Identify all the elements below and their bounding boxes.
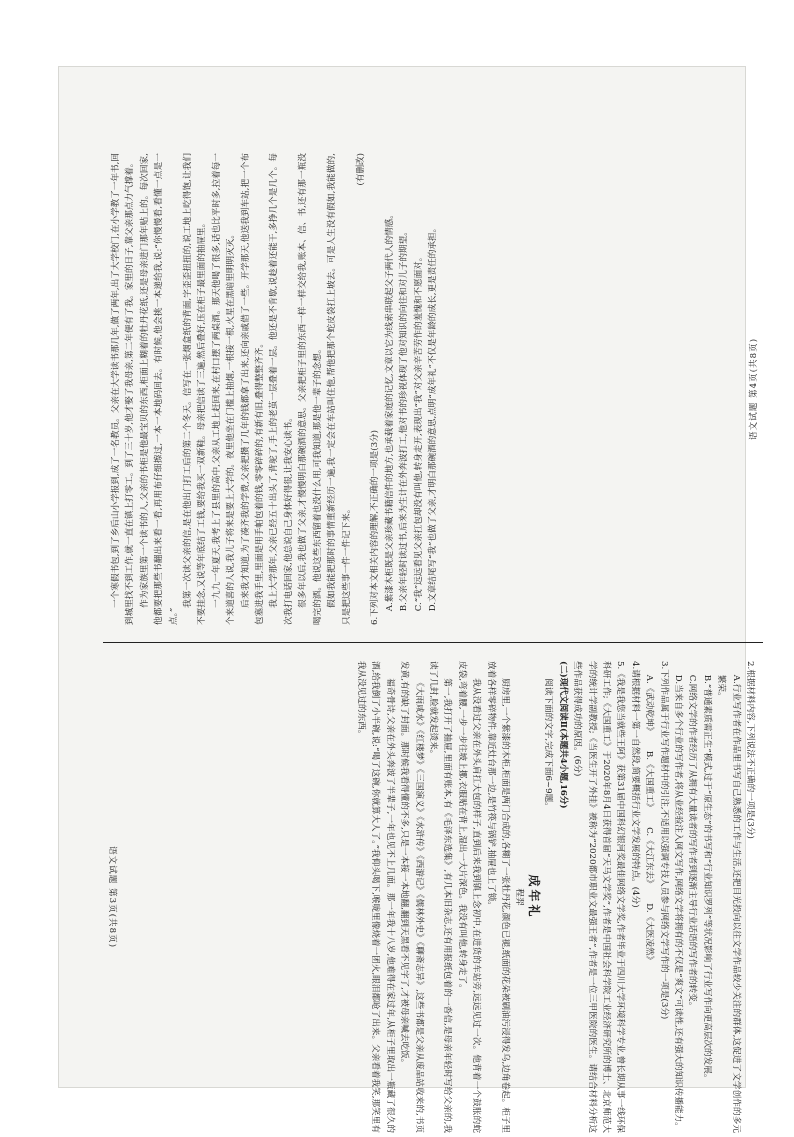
page-4-panel <box>103 149 763 629</box>
question-6-option-c: C.“我”远远看见父亲扛包却没有叫他,转身走开,表现出“我”对父亲辛苦劳作的羞愧和不愿面对。 <box>413 252 424 612</box>
story-title: 成年礼 <box>526 874 541 920</box>
exam-sheet <box>58 66 759 1133</box>
story-paragraph: 第一,我打开了抽屉,里面有账本,有《毛泽东选集》,有几本旧杂志,还有用报纸包着的一沓信,是母亲年轻时写给父亲的,我读了几封,脸就发起烫来。 <box>428 661 453 1133</box>
question-6-option-b: B.父亲年轻时读过书,后来为生计在外奔波打工,他对书的珍视体现了他对知识的向往和对儿子的期望。 <box>399 227 410 612</box>
story-paragraph: 作为家族里第一个读书的人,父亲的书柜是他最宝贝的东西,柜面上糊着的牡丹花纸,还是母亲进门那年贴上的。每次回家,他都要把那些书翻出来看一看,再用布仔细擦过,一本一本地码回去。有时候,他会挑一本递给我,说:“你慢慢看,看懂一点是一点。” <box>139 153 179 625</box>
story-paragraph: 厨房里,一个紫漆的木柜,柜面是两门合成的,各糊了一张牡丹花,颜色已褪,纸面的花朵被刷油污浸得发乌,边角卷起。柜子里放着各样零碎物件,靠近灶台那一边,是竹筷与锅铲,抽屉也上了锁。 <box>485 661 511 1133</box>
story-paragraph: 我从没看过父亲在外头肩扛大包的样子,直到后来我到镇上念初中,在进货的车站旁,远远见过一次。他背着一个鼓胀的蛇皮袋,弯着腰,一步一步往坡上挪,衣服贴在背上,湿出一大片深色。我没有叫他,转身走了。 <box>456 661 482 1133</box>
story-paragraph: 很多年以后,我也做了父亲,才慢慢明白那碗酒的意思。父亲把柜子里的东西一样一样交给我,账本、信、书,还有那一瓶没喝完的酒。他说这些东西留着也没什么用,可我知道,那是他一辈子的念想。 <box>298 153 323 625</box>
story-paragraph: 我上大学那年,父亲已经五十出头了,背驼了,手上的老茧一层叠着一层。他还是不肯歇,说趁着还能干,多挣几个是几个。每次我打电话回家,他总说自己身体好得很,让我安心读书。 <box>269 153 294 625</box>
question-2-option-d: D.当来自多个行业的写作者,将从业经验注入网文写作,网络文学将拥有的不仅是“爽文”可读性,还有强大的知识传播能力。 <box>672 674 683 1131</box>
question-5: 5.《我是我您当就些王阿》获第31届中国科幻银河奖最佳网络文学奖,作者毕业于四川大学环境科学专业,曾长期从事一线环保科研工作;《大国重工》于2020年8月4日获得首届“天马文学奖”,作者是中国社会科学院工业经济研究所的博士、北京师范大学的统计学副教授;《当医生开了外挂》被称为“2020都市职业文最强王者”,作者是一位三甲医院的医生。请结合材料分析这些作品获得成功的原因。(6分) <box>572 661 626 1133</box>
page-divider <box>103 642 763 643</box>
story-author: 程羿 <box>514 888 525 906</box>
page-4-footer: 语文试题 第4页(共8页) <box>748 337 759 441</box>
source-note: (有删改) <box>355 153 366 186</box>
question-3-option: C.《大江东去》 <box>644 827 655 884</box>
page-3-panel <box>103 657 763 1137</box>
question-6-stem: 6.下列对本文相关内容的理解,不正确的一项是(3分) <box>370 430 381 625</box>
question-6-option-d: D.文章结尾写“我”也做了父亲,才明白那碗酒的意思,点明“成年礼”不仅是年龄的成长,更是责任的承担。 <box>427 223 438 612</box>
question-2-option-a: A.行业写作者在作品里书写自己熟悉的工作与生活,还把目光投向以往文学作品较少关注的群体,这促进了文学创作的多元繁荣。 <box>716 674 741 1133</box>
question-4: 4.请根据材料一第一自然段,简要概括行业文学发展的特点。(4分) <box>629 661 640 908</box>
story-paragraph: 一九九一年夏天,我考上了县里的高中,父亲从工地上赶回来,在村口摆了两桌酒。那天他喝了很多,话也比平时多,拉着每一个来道喜的人说,我儿子将来是要上大学的。夜里他坐在门槛上抽烟,一根接一根,火星在黑暗里明明灭灭。 <box>211 153 237 625</box>
story-paragraph: 假如我能把那时的事情重新经历一遍,我一定会在车站叫住他,帮他把那个蛇皮袋扛上坡去。可是人生没有假如,我能做的,只是把这些事一件一件记下来。 <box>327 153 352 625</box>
question-2-option-b: B.“普通素质需正生”模式,过于“原生态”的书写和“行业知识罗列”等状况影响了行业写作向更高层次的发展。 <box>701 674 712 1083</box>
section-heading: (二)现代文阅读Ⅱ(本题共4小题,16分) <box>557 661 568 809</box>
question-3-option: A.《武动乾坤》 <box>644 674 655 731</box>
question-2-option-c: C.网络文学的作者经历了从拥有大量读者的写作者到逐渐主导行业话语的写作者的转变。 <box>687 674 698 1011</box>
story-paragraph: 我第一次读父亲的信,是在他出门打工后的第二个冬天。信写在一张烟盒纸的背面,字歪歪扭扭的,说工地上吃得饱,让我们不要挂念,又说等年底结了工钱,要给我买一双新鞋。母亲把信读了三遍,然后叠好,压在柜子最里面的抽屉里。 <box>183 153 208 625</box>
page-3-content <box>103 657 763 1137</box>
section-intro: 阅读下面的文字,完成下面6~9题。 <box>543 678 554 811</box>
story-paragraph: 后来我才知道,为了凑齐我的学费,父亲把攒了几年的钱都拿了出来,还向亲戚借了一些。开学那天,他送我到车站,把一个布包塞进我手里,里面是用手帕包着的钱,零零碎碎的,有新有旧,叠得整整齐齐。 <box>240 153 266 625</box>
question-3-stem: 3.下列作品属于行业写作题材中的引注,不适用以强调专技人员参与网络文学写作的一项是(3分) <box>658 661 669 1020</box>
question-3-option: D.《大医凌然》 <box>644 903 655 965</box>
question-3-option: B.《大国重工》 <box>644 750 655 808</box>
question-3-options <box>642 661 656 1133</box>
story-paragraph: 《大雨咸水》《红楼梦》《三国演义》《水浒传》《西游记》《儒林外史》《聊斋志异》,这些书都是父亲从废品站收来的,书页发黄,有的缺了封面。那时候我看得懂的不多,只是一本接一本地翻,翻到天黑看不见字了,才被母亲喊去吃饭。 <box>399 661 424 1133</box>
story-paragraph: 福奇骨诗,父亲在外头奔波了半辈子,一年也见不上几面。那一年我十八岁,他难得在家过年,从柜子里取出一瓶藏了很久的酒,给我倒了小半碗,说:“喝了这碗,你就算大人了。”我仰头喝下,喉咙里像烧着一团火,眼泪都呛了出来。父亲看着我笑,那笑里有我从没见过的东西。 <box>356 661 395 1133</box>
story-paragraph: 一个寒假书包,到了乡后山小学报到,成了一名教员。父亲在大学读书那几年,做了两年,出了大学校门,在小学教了一年书,回到城里找不到工作,就一直在镇上打零工。到了三十岁,他才娶了我母亲,第二年便有了我。家里的日子,靠父亲那点力气撑着。 <box>111 153 136 625</box>
page-4-content <box>103 149 763 629</box>
question-2-stem: 2.根据材料内容,下列说法不正确的一项是(3分) <box>745 661 755 839</box>
page-3-footer: 语文试题 第3页(共8页) <box>107 845 118 949</box>
question-6-option-a: A.紫漆木柜既是父亲珍藏书籍信件的地方,也承载着家庭的记忆,文章以它为线索串联起父子两代人的情感。 <box>384 210 395 612</box>
